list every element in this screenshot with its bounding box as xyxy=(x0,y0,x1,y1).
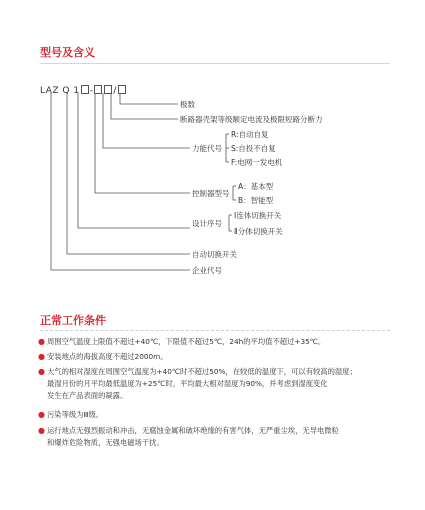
condition-item xyxy=(38,425,388,449)
bullet-icon: ● xyxy=(38,352,45,361)
condition-text: 周围空气温度上限值不超过+40℃，下限值不超过5℃，24h的平均值不超过+35℃。 xyxy=(46,337,326,346)
section-title-conditions: 正常工作条件 xyxy=(40,314,106,327)
label-power-code: 力能代号 xyxy=(192,144,222,153)
bullet-icon: ● xyxy=(38,426,45,435)
condition-text: 污染等级为Ⅲ级。 xyxy=(46,410,104,419)
power-option-f: F:电网一发电机 xyxy=(231,158,283,167)
condition-text: 大气的相对湿度在周围空气温度为+40℃时不超过50%，在较低的温度下，可以有较高的湿度； xyxy=(46,367,357,376)
controller-option-a: A：基本型 xyxy=(238,182,274,191)
model-code: LAZ Q 1 - / xyxy=(40,85,127,96)
bullet-icon: ● xyxy=(38,410,45,419)
section-divider xyxy=(40,330,390,331)
condition-item xyxy=(38,336,388,348)
power-option-r: R:自动自复 xyxy=(231,130,269,139)
condition-text: 运行地点无强烈振动和冲击，无腐蚀金属和破坏绝缘的有害气体，无严重尘埃，无导电微粒 xyxy=(46,426,339,435)
bullet-icon: ● xyxy=(38,367,45,376)
controller-option-b: B：智能型 xyxy=(238,196,274,205)
label-controller: 控制器型号 xyxy=(192,189,230,198)
label-poles: 极数 xyxy=(180,100,195,109)
condition-text: 安装地点的海拔高度不超过2000m。 xyxy=(46,352,168,361)
condition-text: 和爆炸危险物质，无强电磁场干扰。 xyxy=(47,438,164,447)
model-prefix: LAZ Q 1 xyxy=(40,86,80,96)
power-option-s: S:自投不自复 xyxy=(231,144,276,153)
condition-item xyxy=(38,351,388,363)
section-title-model: 型号及含义 xyxy=(40,46,95,59)
condition-item xyxy=(38,409,388,421)
bullet-icon: ● xyxy=(38,337,45,346)
design-option-1: Ⅰ连体切换开关 xyxy=(234,211,282,220)
label-auto-switch: 自动切换开关 xyxy=(192,250,237,259)
condition-text: 最湿月份的月平均最低温度为+25℃时，平均最大相对湿度为90%，并考虑到湿度变化 xyxy=(47,379,328,388)
condition-text: 发生在产品表面的凝露。 xyxy=(47,391,128,400)
condition-item xyxy=(38,366,388,402)
model-dash: - xyxy=(89,86,94,96)
label-company: 企业代号 xyxy=(192,266,222,275)
design-option-2: Ⅱ分体切换开关 xyxy=(234,227,283,236)
label-rating: 断路器壳架等级额定电流及极限短路分断力 xyxy=(180,115,323,124)
label-design-number: 设计序号 xyxy=(192,219,222,228)
